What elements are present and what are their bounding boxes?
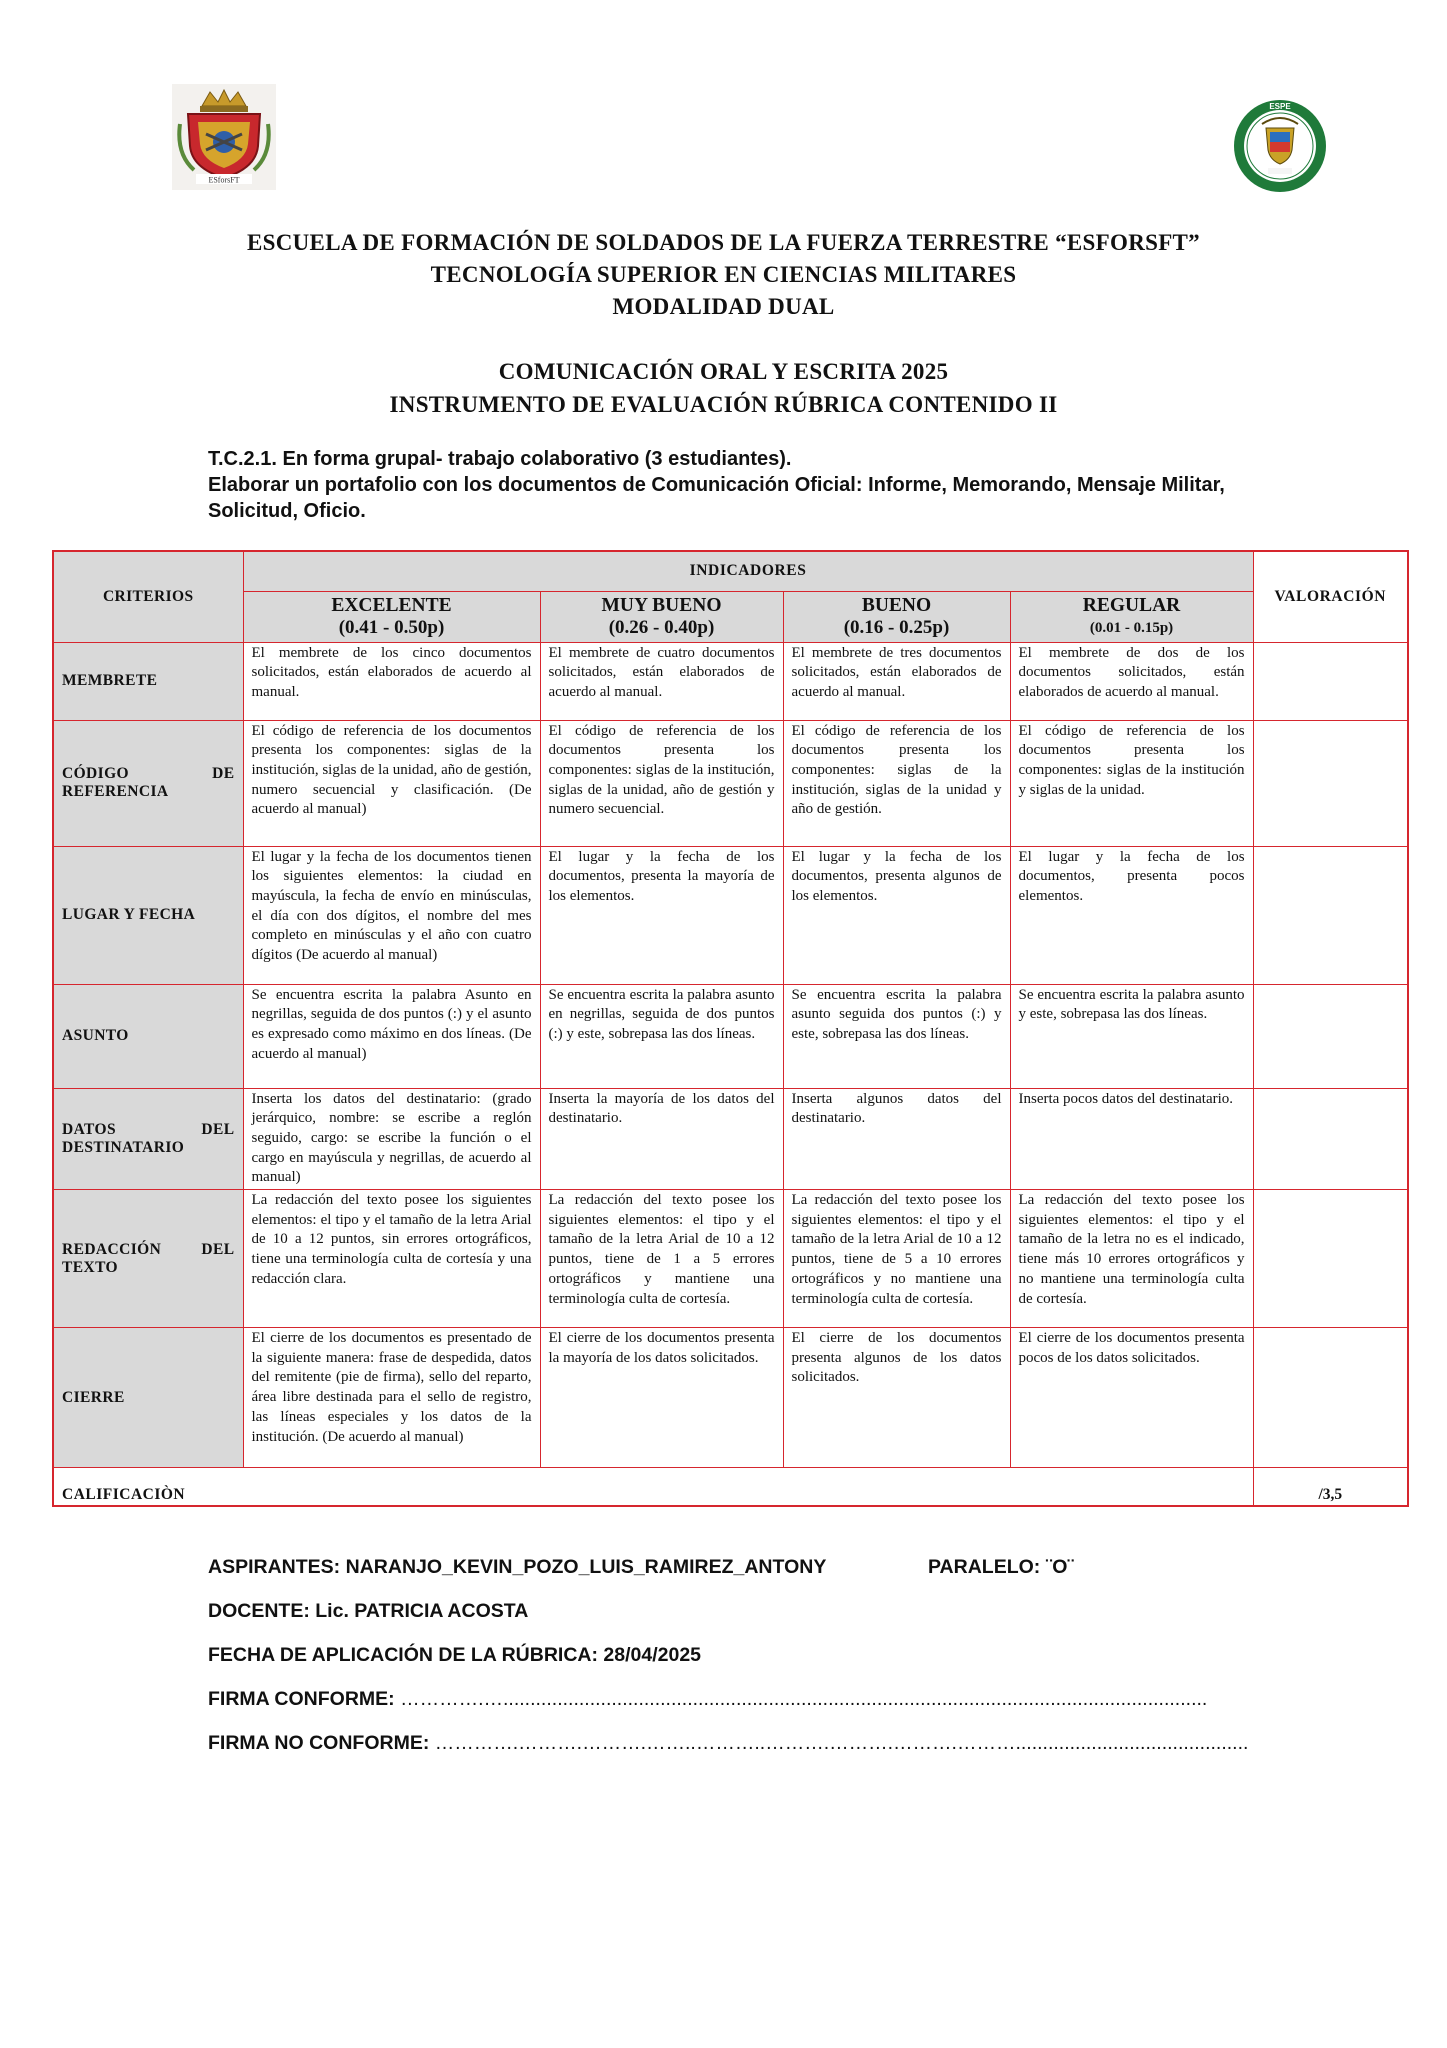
- aspirantes-line: [208, 1556, 826, 1579]
- firma-conforme-line: [208, 1688, 1207, 1711]
- criterio-label: CÓDIGO DE REFERENCIA: [53, 720, 243, 846]
- level-excelente: EXCELENTE (0.41 - 0.50p): [243, 591, 540, 642]
- cell-bueno: El membrete de tres documentos solicitados, están elaborados de acuerdo al manual.: [783, 642, 1010, 720]
- cell-bueno: El lugar y la fecha de los documentos, presenta algunos de los elementos.: [783, 846, 1010, 984]
- cell-regular: El lugar y la fecha de los documentos, presenta pocos elementos.: [1010, 846, 1253, 984]
- cell-regular: La redacción del texto posee los siguientes elementos: el tipo y el tamaño de la letra no es el indicado, tiene más 10 errores ortográficos y no mantiene una terminología culta de cortesía.: [1010, 1190, 1253, 1328]
- aspirantes-value: NARANJO_KEVIN_POZO_LUIS_RAMIREZ_ANTONY: [345, 1556, 827, 1578]
- valoracion-cell[interactable]: [1253, 1328, 1408, 1468]
- valoracion-cell[interactable]: [1253, 1190, 1408, 1328]
- cell-bueno: Se encuentra escrita la palabra asunto seguida dos puntos (:) y este, sobrepasa las dos líneas.: [783, 984, 1010, 1088]
- docente-label: DOCENTE:: [208, 1600, 310, 1622]
- svg-text:ESforsFT: ESforsFT: [208, 175, 240, 185]
- cell-muy-bueno: Se encuentra escrita la palabra asunto en negrillas, seguida de dos puntos (:) y este, sobrepasa las dos líneas.: [540, 984, 783, 1088]
- rubric-table: [52, 550, 1409, 1507]
- course-title: COMUNICACIÓN ORAL Y ESCRITA 2025: [498, 359, 949, 384]
- criterio-label: MEMBRETE: [53, 642, 243, 720]
- row-membrete: [53, 642, 1408, 720]
- paralelo-value: ¨O¨: [1045, 1556, 1074, 1578]
- cell-bueno: La redacción del texto posee los siguientes elementos: el tipo y el tamaño de la letra Arial de 10 a 12 puntos, tiene de 5 a 10 errores ortográficos y no mantiene una terminología culta de cortesía.: [783, 1190, 1010, 1328]
- cell-regular: El código de referencia de los documentos presenta los componentes: siglas de la institución y siglas de la unidad.: [1010, 720, 1253, 846]
- row-asunto: [53, 984, 1408, 1088]
- program-title: TECNOLOGÍA SUPERIOR EN CIENCIAS MILITARES: [430, 262, 1017, 287]
- criterio-label: ASUNTO: [53, 984, 243, 1088]
- modality-title: MODALIDAD DUAL: [612, 294, 835, 319]
- cell-bueno: El código de referencia de los documentos presenta los componentes: siglas de la institución, siglas de la unidad y año de gestión.: [783, 720, 1010, 846]
- valoracion-header: VALORACIÓN: [1253, 551, 1408, 642]
- valoracion-cell[interactable]: [1253, 642, 1408, 720]
- criterio-label: DATOS DEL DESTINATARIO: [53, 1088, 243, 1190]
- cell-regular: El membrete de dos de los documentos solicitados, están elaborados de acuerdo al manual.: [1010, 642, 1253, 720]
- firma-conforme-field[interactable]: ………….…..................................................................................................................................: [400, 1688, 1208, 1710]
- row-redaccion: [53, 1190, 1408, 1328]
- row-calificacion: [53, 1468, 1408, 1506]
- cell-muy-bueno: La redacción del texto posee los siguientes elementos: el tipo y el tamaño de la letra Arial de 10 a 12 puntos, tiene de 1 a 5 errores ortográficos y mantiene una terminología culta de cortesía.: [540, 1190, 783, 1328]
- svg-text:ESPE: ESPE: [1269, 102, 1291, 111]
- cell-regular: Se encuentra escrita la palabra asunto y este, sobrepasa las dos líneas.: [1010, 984, 1253, 1088]
- cell-muy-bueno: El membrete de cuatro documentos solicitados, están elaborados de acuerdo al manual.: [540, 642, 783, 720]
- firma-no-conforme-label: FIRMA NO CONFORME:: [208, 1732, 430, 1754]
- valoracion-cell[interactable]: [1253, 984, 1408, 1088]
- paralelo-line: [928, 1556, 1074, 1579]
- firma-no-conforme-field[interactable]: ………….……….……….……..………..……….……….……….………...........................................: [434, 1732, 1249, 1754]
- cell-muy-bueno: Inserta la mayoría de los datos del destinatario.: [540, 1088, 783, 1190]
- espe-logo: [1232, 98, 1328, 194]
- valoracion-cell[interactable]: [1253, 1088, 1408, 1190]
- docente-line: [208, 1600, 528, 1623]
- task-line-2: Elaborar un portafolio con los documentos de Comunicación Oficial: Informe, Memorando, Mensaje Militar, Solicitud, Oficio.: [208, 474, 1225, 522]
- cell-bueno: Inserta algunos datos del destinatario.: [783, 1088, 1010, 1190]
- cell-regular: El cierre de los documentos presenta pocos de los datos solicitados.: [1010, 1328, 1253, 1468]
- row-destinatario: [53, 1088, 1408, 1190]
- criterio-label: CIERRE: [53, 1328, 243, 1468]
- task-line-1: T.C.2.1. En forma grupal- trabajo colaborativo (3 estudiantes).: [208, 448, 792, 470]
- cell-bueno: El cierre de los documentos presenta algunos de los datos solicitados.: [783, 1328, 1010, 1468]
- criterios-header: CRITERIOS: [53, 551, 243, 642]
- cell-excelente: Inserta los datos del destinatario: (grado jerárquico, nombre: se escribe a reglón seguido, cargo: se escribe la función o el cargo en mayúscula y negrillas, de acuerdo al manual): [243, 1088, 540, 1190]
- criterio-label: LUGAR Y FECHA: [53, 846, 243, 984]
- esforsft-logo: [172, 84, 276, 190]
- docente-value: Lic. PATRICIA ACOSTA: [315, 1600, 529, 1622]
- row-codigo: [53, 720, 1408, 846]
- paralelo-label: PARALELO:: [928, 1556, 1041, 1578]
- aspirantes-label: ASPIRANTES:: [208, 1556, 341, 1578]
- level-muy-bueno: MUY BUENO (0.26 - 0.40p): [540, 591, 783, 642]
- indicadores-header: INDICADORES: [243, 551, 1253, 591]
- cell-excelente: El membrete de los cinco documentos solicitados, están elaborados de acuerdo al manual.: [243, 642, 540, 720]
- school-title: ESCUELA DE FORMACIÓN DE SOLDADOS DE LA FUERZA TERRESTRE “ESFORSFT”: [247, 230, 1200, 255]
- fecha-label: FECHA DE APLICACIÓN DE LA RÚBRICA:: [208, 1644, 598, 1666]
- fecha-value: 28/04/2025: [603, 1644, 702, 1666]
- firma-no-conforme-line: [208, 1732, 1248, 1755]
- cell-excelente: El lugar y la fecha de los documentos tienen los siguientes elementos: la ciudad en mayúscula, la fecha de envío en minúsculas, el día con dos dígitos, el nombre del mes completo en minúsculas y el año con cuatro dígitos (De acuerdo al manual): [243, 846, 540, 984]
- valoracion-cell[interactable]: [1253, 720, 1408, 846]
- cell-regular: Inserta pocos datos del destinatario.: [1010, 1088, 1253, 1190]
- calificacion-score[interactable]: /3,5: [1253, 1468, 1408, 1506]
- instrument-title: INSTRUMENTO DE EVALUACIÓN RÚBRICA CONTENIDO II: [389, 392, 1058, 417]
- cell-excelente: El cierre de los documentos es presentado de la siguiente manera: frase de despedida, datos del remitente (pie de firma), sello del reparto, área libre destinada para el sello de registro, las líneas especiales y los datos de la institución. (De acuerdo al manual): [243, 1328, 540, 1468]
- cell-excelente: Se encuentra escrita la palabra Asunto en negrillas, seguida de dos puntos (:) y el asunto es expresado como máximo en dos líneas. (De acuerdo al manual): [243, 984, 540, 1088]
- fecha-line: [208, 1644, 701, 1667]
- valoracion-cell[interactable]: [1253, 846, 1408, 984]
- level-regular: REGULAR (0.01 - 0.15p): [1010, 591, 1253, 642]
- criterio-label: REDACCIÓN DEL TEXTO: [53, 1190, 243, 1328]
- cell-muy-bueno: El lugar y la fecha de los documentos, presenta la mayoría de los elementos.: [540, 846, 783, 984]
- row-lugar-fecha: [53, 846, 1408, 984]
- firma-conforme-label: FIRMA CONFORME:: [208, 1688, 395, 1710]
- cell-muy-bueno: El cierre de los documentos presenta la mayoría de los datos solicitados.: [540, 1328, 783, 1468]
- calificacion-label: CALIFICACIÒN: [53, 1468, 1253, 1506]
- cell-excelente: El código de referencia de los documentos presenta los componentes: siglas de la institución, siglas de la unidad, año de gestión, numero secuencial y clasificación. (De acuerdo al manual): [243, 720, 540, 846]
- level-bueno: BUENO (0.16 - 0.25p): [783, 591, 1010, 642]
- cell-excelente: La redacción del texto posee los siguientes elementos: el tipo y el tamaño de la letra Arial de 10 a 12 puntos, sin errores ortográficos, tiene una terminología culta de cortesía y una redacción clara.: [243, 1190, 540, 1328]
- row-cierre: [53, 1328, 1408, 1468]
- cell-muy-bueno: El código de referencia de los documentos presenta los componentes: siglas de la institución, siglas de la unidad, año de gestión y numero secuencial.: [540, 720, 783, 846]
